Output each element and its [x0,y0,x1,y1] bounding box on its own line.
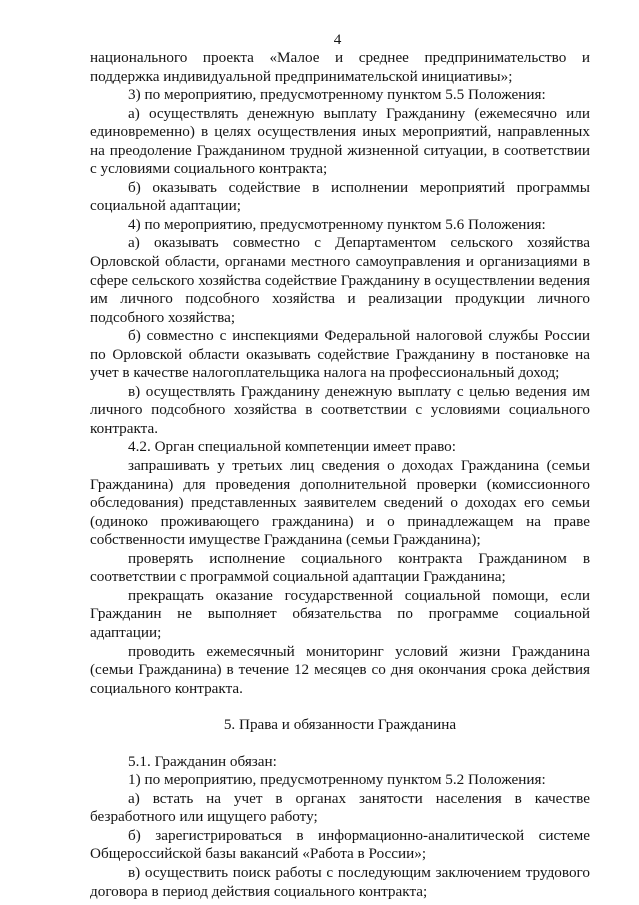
section-heading: 5. Права и обязанности Гражданина [223,716,457,734]
paragraph: в) осуществить поиск работы с последующим заключением трудового договора в период действия социального контракта; [90,863,590,900]
document-body [90,49,590,901]
page-number: 4 [333,31,342,48]
paragraph: б) зарегистрироваться в информационно-аналитической системе Общероссийской базы вакансий «Работа в России»; [90,826,590,863]
paragraph: а) оказывать совместно с Департаментом сельского хозяйства Орловской области, органами местного самоуправления и организациями в сфере сельского хозяйства содействие Гражданину в осуществлении ведения им личного подсобного хозяйства и реализации продукции личного подсобного хозяйства; [90,234,590,326]
paragraph: а) осуществлять денежную выплату Гражданину (ежемесячно или единовременно) в целях осуществления иных мероприятий, направленных на преодоление Гражданином трудной жизненной ситуации, в соответствии с условиями социального контракта; [90,104,590,178]
paragraph: б) оказывать содействие в исполнении мероприятий программы социальной адаптации; [90,178,590,215]
paragraph: в) осуществлять Гражданину денежную выплату с целью ведения им личного подсобного хозяйства в соответствии с условиями социального контракта. [90,382,590,437]
paragraph: запрашивать у третьих лиц сведения о доходах Гражданина (семьи Гражданина) для проведения дополнительной проверки (комиссионного обследования) представленных заявителем сведений о доходах его семьи (одиноко проживающего гражданина) и о принадлежащем на праве собственности имуществе Гражданина (семьи Гражданина); [90,457,590,549]
paragraph: проводить ежемесячный мониторинг условий жизни Гражданина (семьи Гражданина) в течение 12 месяцев со дня окончания срока действия социального контракта. [90,642,590,697]
paragraph: 4) по мероприятию, предусмотренному пунктом 5.6 Положения: [128,215,546,233]
paragraph: 3) по мероприятию, предусмотренному пунктом 5.5 Положения: [128,86,546,104]
paragraph: б) совместно с инспекциями Федеральной налоговой службы России по Орловской области оказывать содействие Гражданину в постановке на учет в качестве налогоплательщика налога на профессиональный доход; [90,327,590,382]
paragraph: национального проекта «Малое и среднее предпринимательство и поддержка индивидуальной предпринимательской инициативы»; [90,49,590,85]
paragraph: 5.1. Гражданин обязан: [128,752,277,770]
paragraph: 4.2. Орган специальной компетенции имеет право: [128,438,456,456]
paragraph: 1) по мероприятию, предусмотренному пунктом 5.2 Положения: [128,771,546,789]
paragraph: проверять исполнение социального контракта Гражданином в соответствии с программой социальной адаптации Гражданина; [90,549,590,586]
paragraph: прекращать оказание государственной социальной помощи, если Гражданин не выполняет обязательства по программе социальной адаптации; [90,586,590,641]
paragraph: а) встать на учет в органах занятости населения в качестве безработного или ищущего работу; [90,789,590,826]
